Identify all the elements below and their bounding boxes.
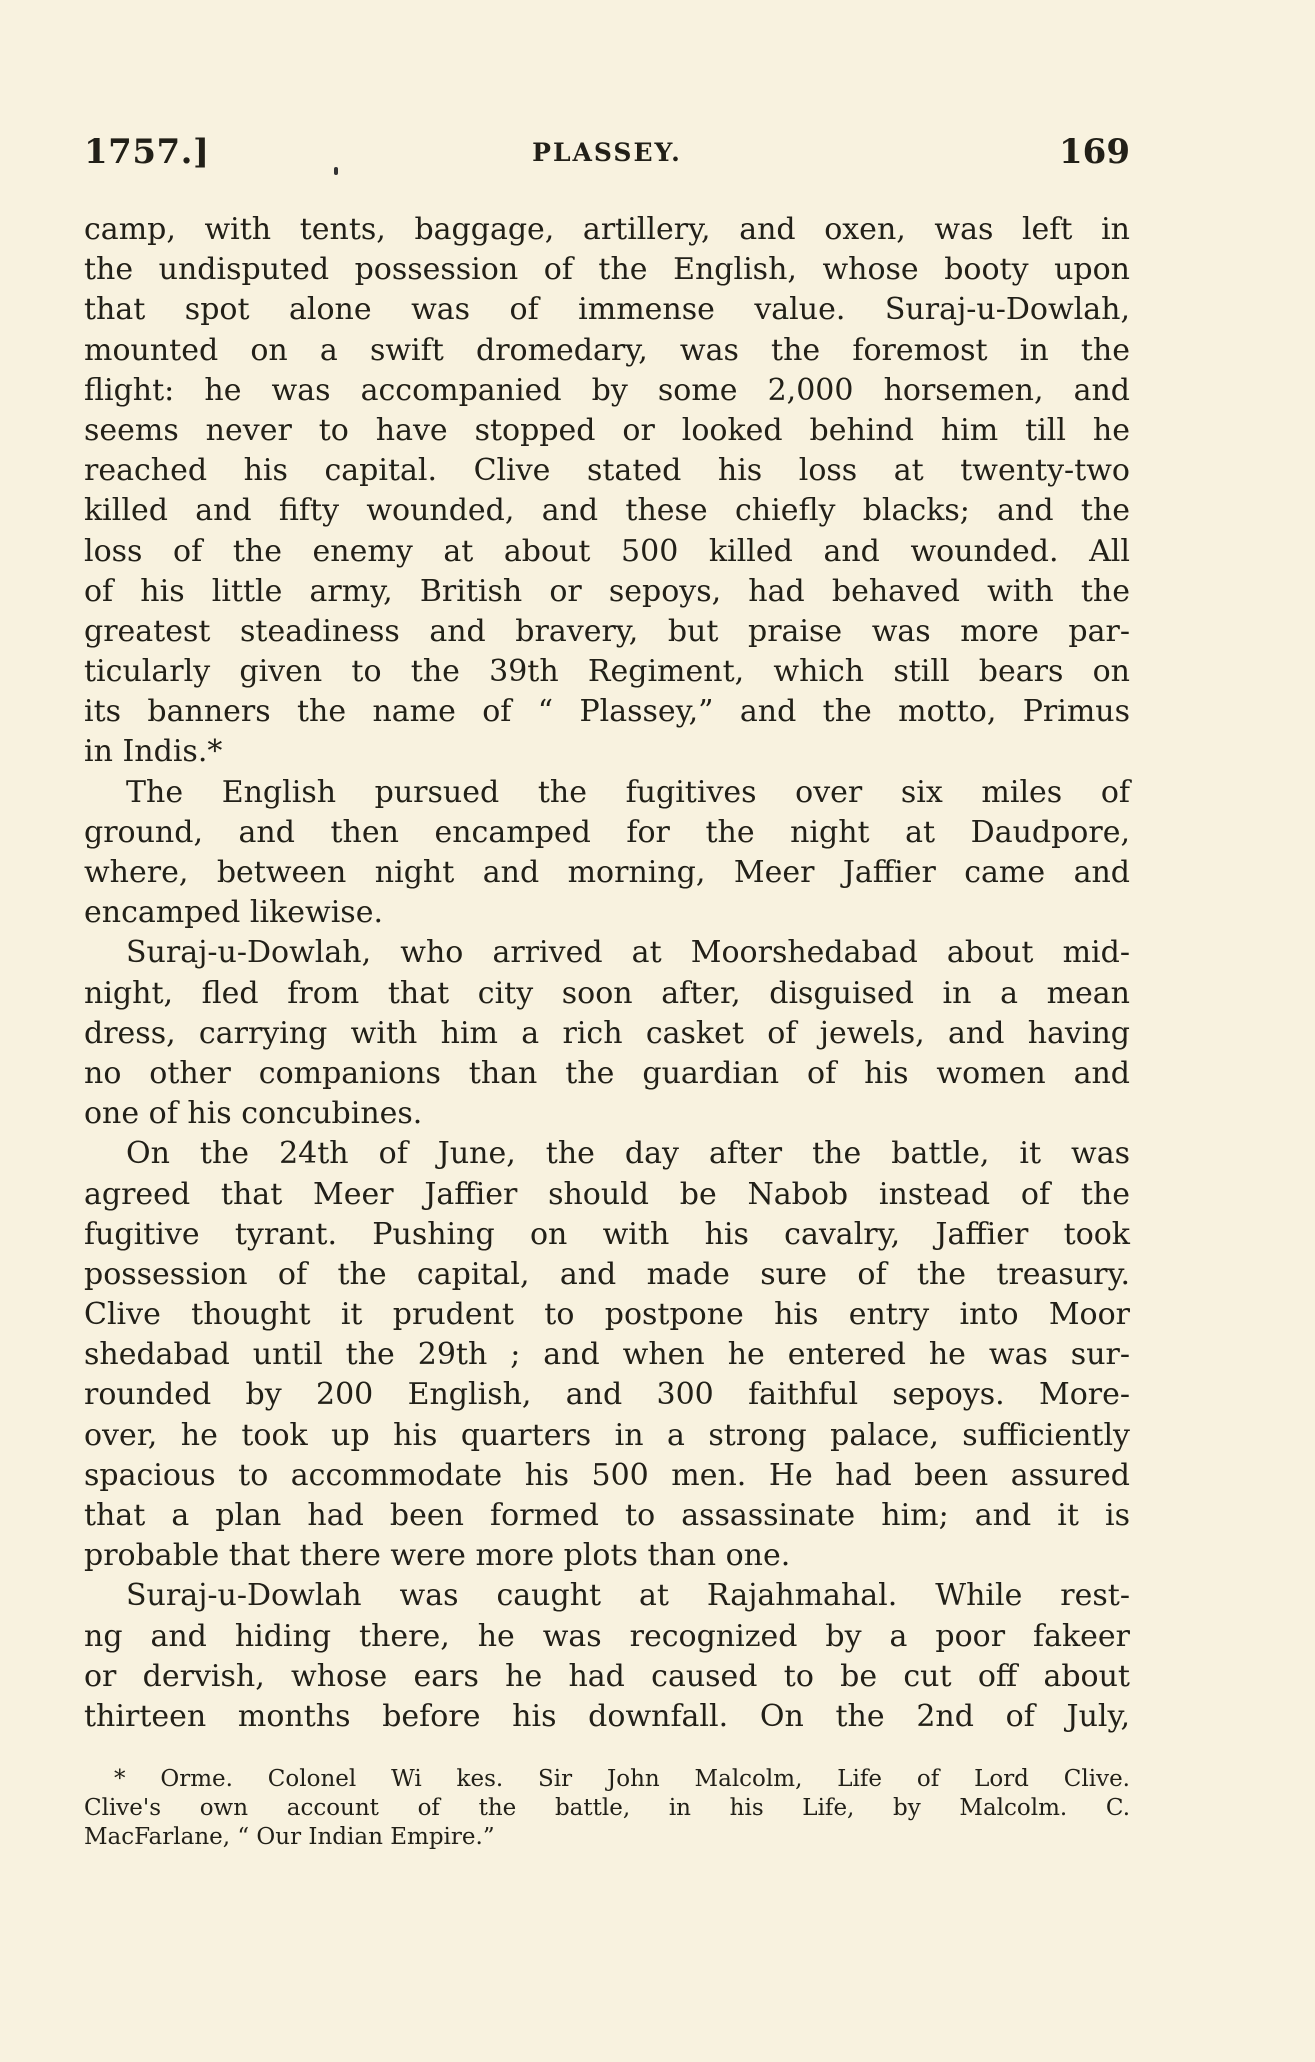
body-line: possession of the capital, and made sure of the treasury. [84, 1256, 1130, 1292]
body-text [84, 210, 1130, 1737]
body-line: of his little army, British or sepoys, had behaved with the [84, 573, 1130, 609]
body-line: ground, and then encamped for the night at Daudpore, [84, 814, 1130, 850]
footnote-line: * Orme. Colonel Wi kes. Sir John Malcolm, Life of Lord Clive. [114, 1766, 1130, 1792]
body-line: loss of the enemy at about 500 killed and wounded. All [84, 533, 1130, 569]
body-line: killed and fifty wounded, and these chiefly blacks; and the [84, 493, 1130, 529]
page-number: 169 [1059, 132, 1130, 172]
body-line: dress, carrying with him a rich casket of jewels, and having [84, 1015, 1130, 1051]
footnote-line: Clive's own account of the battle, in his Life, by Malcolm. C. [84, 1795, 1130, 1821]
body-line: fugitive tyrant. Pushing on with his cavalry, Jaffier took [84, 1216, 1130, 1252]
body-line: ticularly given to the 39th Regiment, which still bears on [84, 654, 1130, 690]
running-header [84, 132, 1130, 178]
header-title: PLASSEY. [532, 138, 682, 167]
body-line: probable that there were more plots than one. [84, 1538, 791, 1574]
body-line: agreed that Meer Jaffier should be Nabob instead of the [84, 1176, 1130, 1212]
body-line: or dervish, whose ears he had caused to be cut off about [84, 1658, 1130, 1694]
header-year: 1757.] [84, 132, 210, 172]
footnote-line: MacFarlane, “ Our Indian Empire.” [84, 1824, 495, 1850]
body-line: reached his capital. Clive stated his loss at twenty-two [84, 453, 1130, 489]
ink-speck [334, 167, 338, 175]
body-line: seems never to have stopped or looked behind him till he [84, 412, 1130, 448]
body-line: where, between night and morning, Meer Jaffier came and [84, 855, 1130, 890]
body-line: in Indis.* [84, 734, 223, 770]
body-line: Suraj-u-Dowlah, who arrived at Moorshedabad about mid- [126, 935, 1130, 971]
body-line: over, he took up his quarters in a strong palace, sufficiently [84, 1417, 1130, 1453]
body-line: ng and hiding there, he was recognized by a poor fakeer [84, 1618, 1130, 1654]
body-line: greatest steadiness and bravery, but praise was more par- [84, 613, 1130, 649]
body-line: encamped likewise. [84, 895, 383, 931]
body-line: thirteen months before his downfall. On the 2nd of July, [84, 1698, 1130, 1734]
body-line: no other companions than the guardian of his women and [84, 1055, 1130, 1091]
body-line: shedabad until the 29th ; and when he entered he was sur- [84, 1337, 1130, 1373]
body-line: On the 24th of June, the day after the battle, it was [126, 1136, 1130, 1172]
body-line: mounted on a swift dromedary, was the foremost in the [84, 332, 1130, 368]
body-line: Suraj-u-Dowlah was caught at Rajahmahal. While rest- [126, 1578, 1130, 1614]
body-line: spacious to accommodate his 500 men. He had been assured [84, 1457, 1130, 1493]
body-line: rounded by 200 English, and 300 faithful sepoys. More- [84, 1377, 1130, 1413]
body-line: one of his concubines. [84, 1096, 423, 1132]
body-line: flight: he was accompanied by some 2,000 horsemen, and [84, 372, 1130, 408]
body-line: night, fled from that city soon after, disguised in a mean [84, 975, 1130, 1011]
body-line: The English pursued the fugitives over six miles of [126, 774, 1130, 810]
body-line: that spot alone was of immense value. Suraj-u-Dowlah, [84, 292, 1130, 328]
body-line: its banners the name of “ Plassey,” and the motto, Primus [84, 694, 1130, 730]
body-line: that a plan had been formed to assassinate him; and it is [84, 1498, 1130, 1533]
body-line: Clive thought it prudent to postpone his entry into Moor [84, 1297, 1130, 1333]
body-line: camp, with tents, baggage, artillery, and oxen, was left in [84, 212, 1130, 247]
body-line: the undisputed possession of the English, whose booty upon [84, 252, 1130, 288]
footnotes [84, 1765, 1130, 1852]
